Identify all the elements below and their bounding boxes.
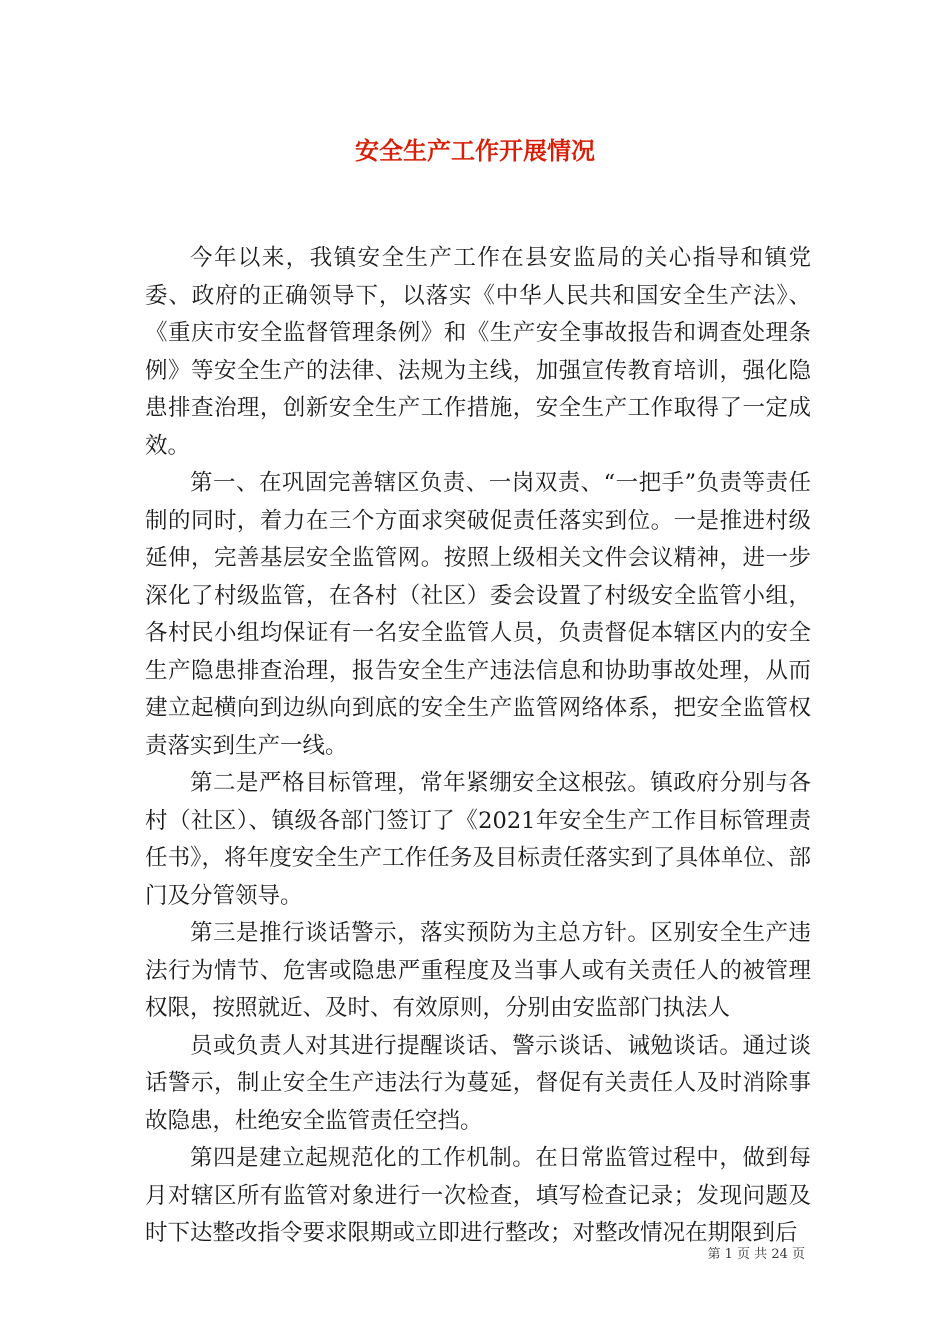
paragraph-second: 第二是严格目标管理，常年紧绷安全这根弦。镇政府分别与各村（社区）、镇级各部门签订了《2021年安全生产工作目标管理责任书》，将年度安全生产工作任务及目标责任落实到了具体单位、部门及分管领导。 xyxy=(145,770,811,909)
paragraph-third: 第三是推行谈话警示，落实预防为主总方针。区别安全生产违法行为情节、危害或隐患严重程度及当事人或有关责任人的被管理权限，按照就近、及时、有效原则，分别由安监部门执法人 xyxy=(145,920,811,1021)
paragraph-intro: 今年以来，我镇安全生产工作在县安监局的关心指导和镇党委、政府的正确领导下，以落实《中华人民共和国安全生产法》、《重庆市安全监督管理条例》和《生产安全事故报告和调查处理条例》等安全生产的法律、法规为主线，加强宣传教育培训，强化隐患排查治理，创新安全生产工作措施，安全生产工作取得了一定成效。 xyxy=(145,245,811,459)
document-body xyxy=(145,240,811,1253)
paragraph-third-continued: 员或负责人对其进行提醒谈话、警示谈话、诫勉谈话。通过谈话警示，制止安全生产违法行为蔓延，督促有关责任人及时消除事故隐患，杜绝安全监管责任空挡。 xyxy=(145,1032,811,1134)
paragraph-fourth: 第四是建立起规范化的工作机制。在日常监管过程中，做到每月对辖区所有监管对象进行一次检查，填写检查记录；发现问题及时下达整改指令要求限期或立即进行整改；对整改情况在期限到后 xyxy=(145,1145,811,1246)
paragraph-first: 第一、在巩固完善辖区负责、一岗双责、“一把手”负责等责任制的同时，着力在三个方面求突破促责任落实到位。一是推进村级延伸，完善基层安全监管网。按照上级相关文件会议精神，进一步深化了村级监管，在各村（社区）委会设置了村级安全监管小组，各村民小组均保证有一名安全监管人员，负责督促本辖区内的安全生产隐患排查治理，报告安全生产违法信息和协助事故处理，从而建立起横向到边纵向到底的安全生产监管网络体系，把安全监管权责落实到生产一线。 xyxy=(145,470,811,759)
page-number-footer: 第 1 页 共 24 页 xyxy=(707,1247,805,1262)
document-title: 安全生产工作开展情况 xyxy=(355,136,595,165)
